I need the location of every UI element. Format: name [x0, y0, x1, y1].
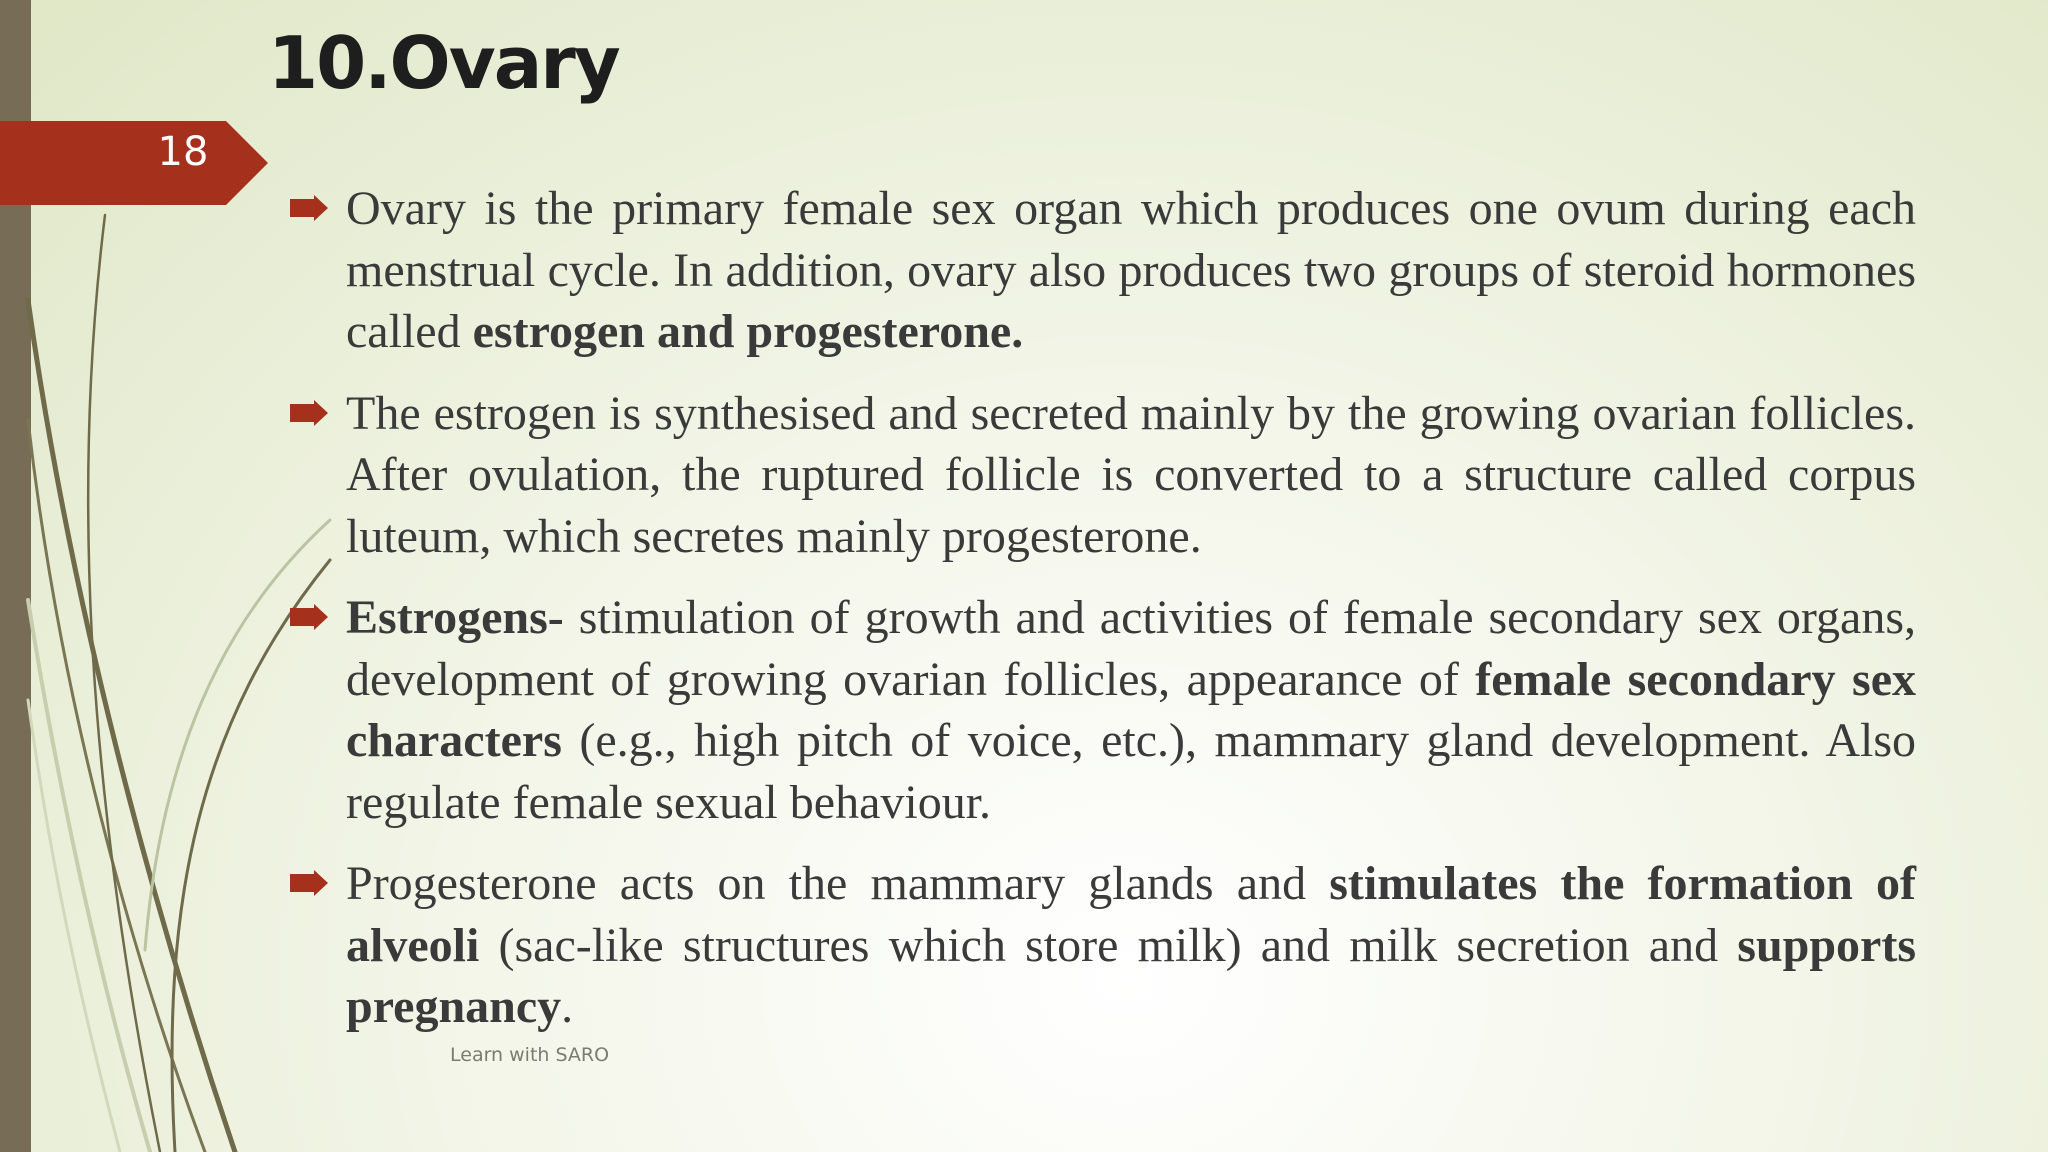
slide-title: 10.Ovary	[268, 21, 619, 105]
bullet-text-bold: stimulates the formation of alveoli	[346, 857, 1916, 972]
slide-number: 18	[157, 129, 209, 175]
bullet-list	[290, 178, 1916, 1058]
bullet-text: (sac-like structures which store milk) and milk secretion and	[479, 918, 1738, 972]
footer-text: Learn with SARO	[450, 1044, 610, 1066]
bullet-text-bold: estrogen and progesterone.	[472, 305, 1024, 358]
bullet-text: The estrogen is synthesised and secreted mainly by the growing ovarian follicles. After ovulation, the ruptured follicle is converted to a structure called corpus luteum, which secretes mainly progesterone.	[346, 386, 1916, 563]
bullet-text-bold: female secondary sex characters	[346, 652, 1916, 767]
bullet-item	[290, 383, 1916, 568]
bullet-item	[290, 178, 1916, 363]
bullet-text: Ovary is the primary female sex organ which produces one ovum during each menstrual cycle. In addition, ovary also produces two groups of steroid hormones called	[346, 182, 1916, 358]
arrow-right-icon	[290, 195, 330, 221]
bullet-text: Progesterone acts on the mammary glands and	[346, 857, 1330, 910]
bullet-text: (e.g., high pitch of voice, etc.), mammary gland development. Also regulate female sexual behaviour.	[346, 714, 1916, 829]
bullet-text-bold: supports pregnancy	[346, 918, 1916, 1033]
slide-number-tab	[0, 121, 270, 205]
bullet-item	[290, 587, 1916, 833]
arrow-right-icon	[290, 400, 330, 426]
bullet-item	[290, 853, 1916, 1038]
bullet-text: stimulation of growth and activities of female secondary sex organs, development of growing ovarian follicles, appearance of	[346, 591, 1916, 706]
bullet-text: .	[561, 980, 574, 1033]
arrow-right-icon	[290, 604, 330, 630]
bullet-text-bold: Estrogens-	[346, 591, 564, 644]
arrow-right-icon	[290, 870, 330, 896]
